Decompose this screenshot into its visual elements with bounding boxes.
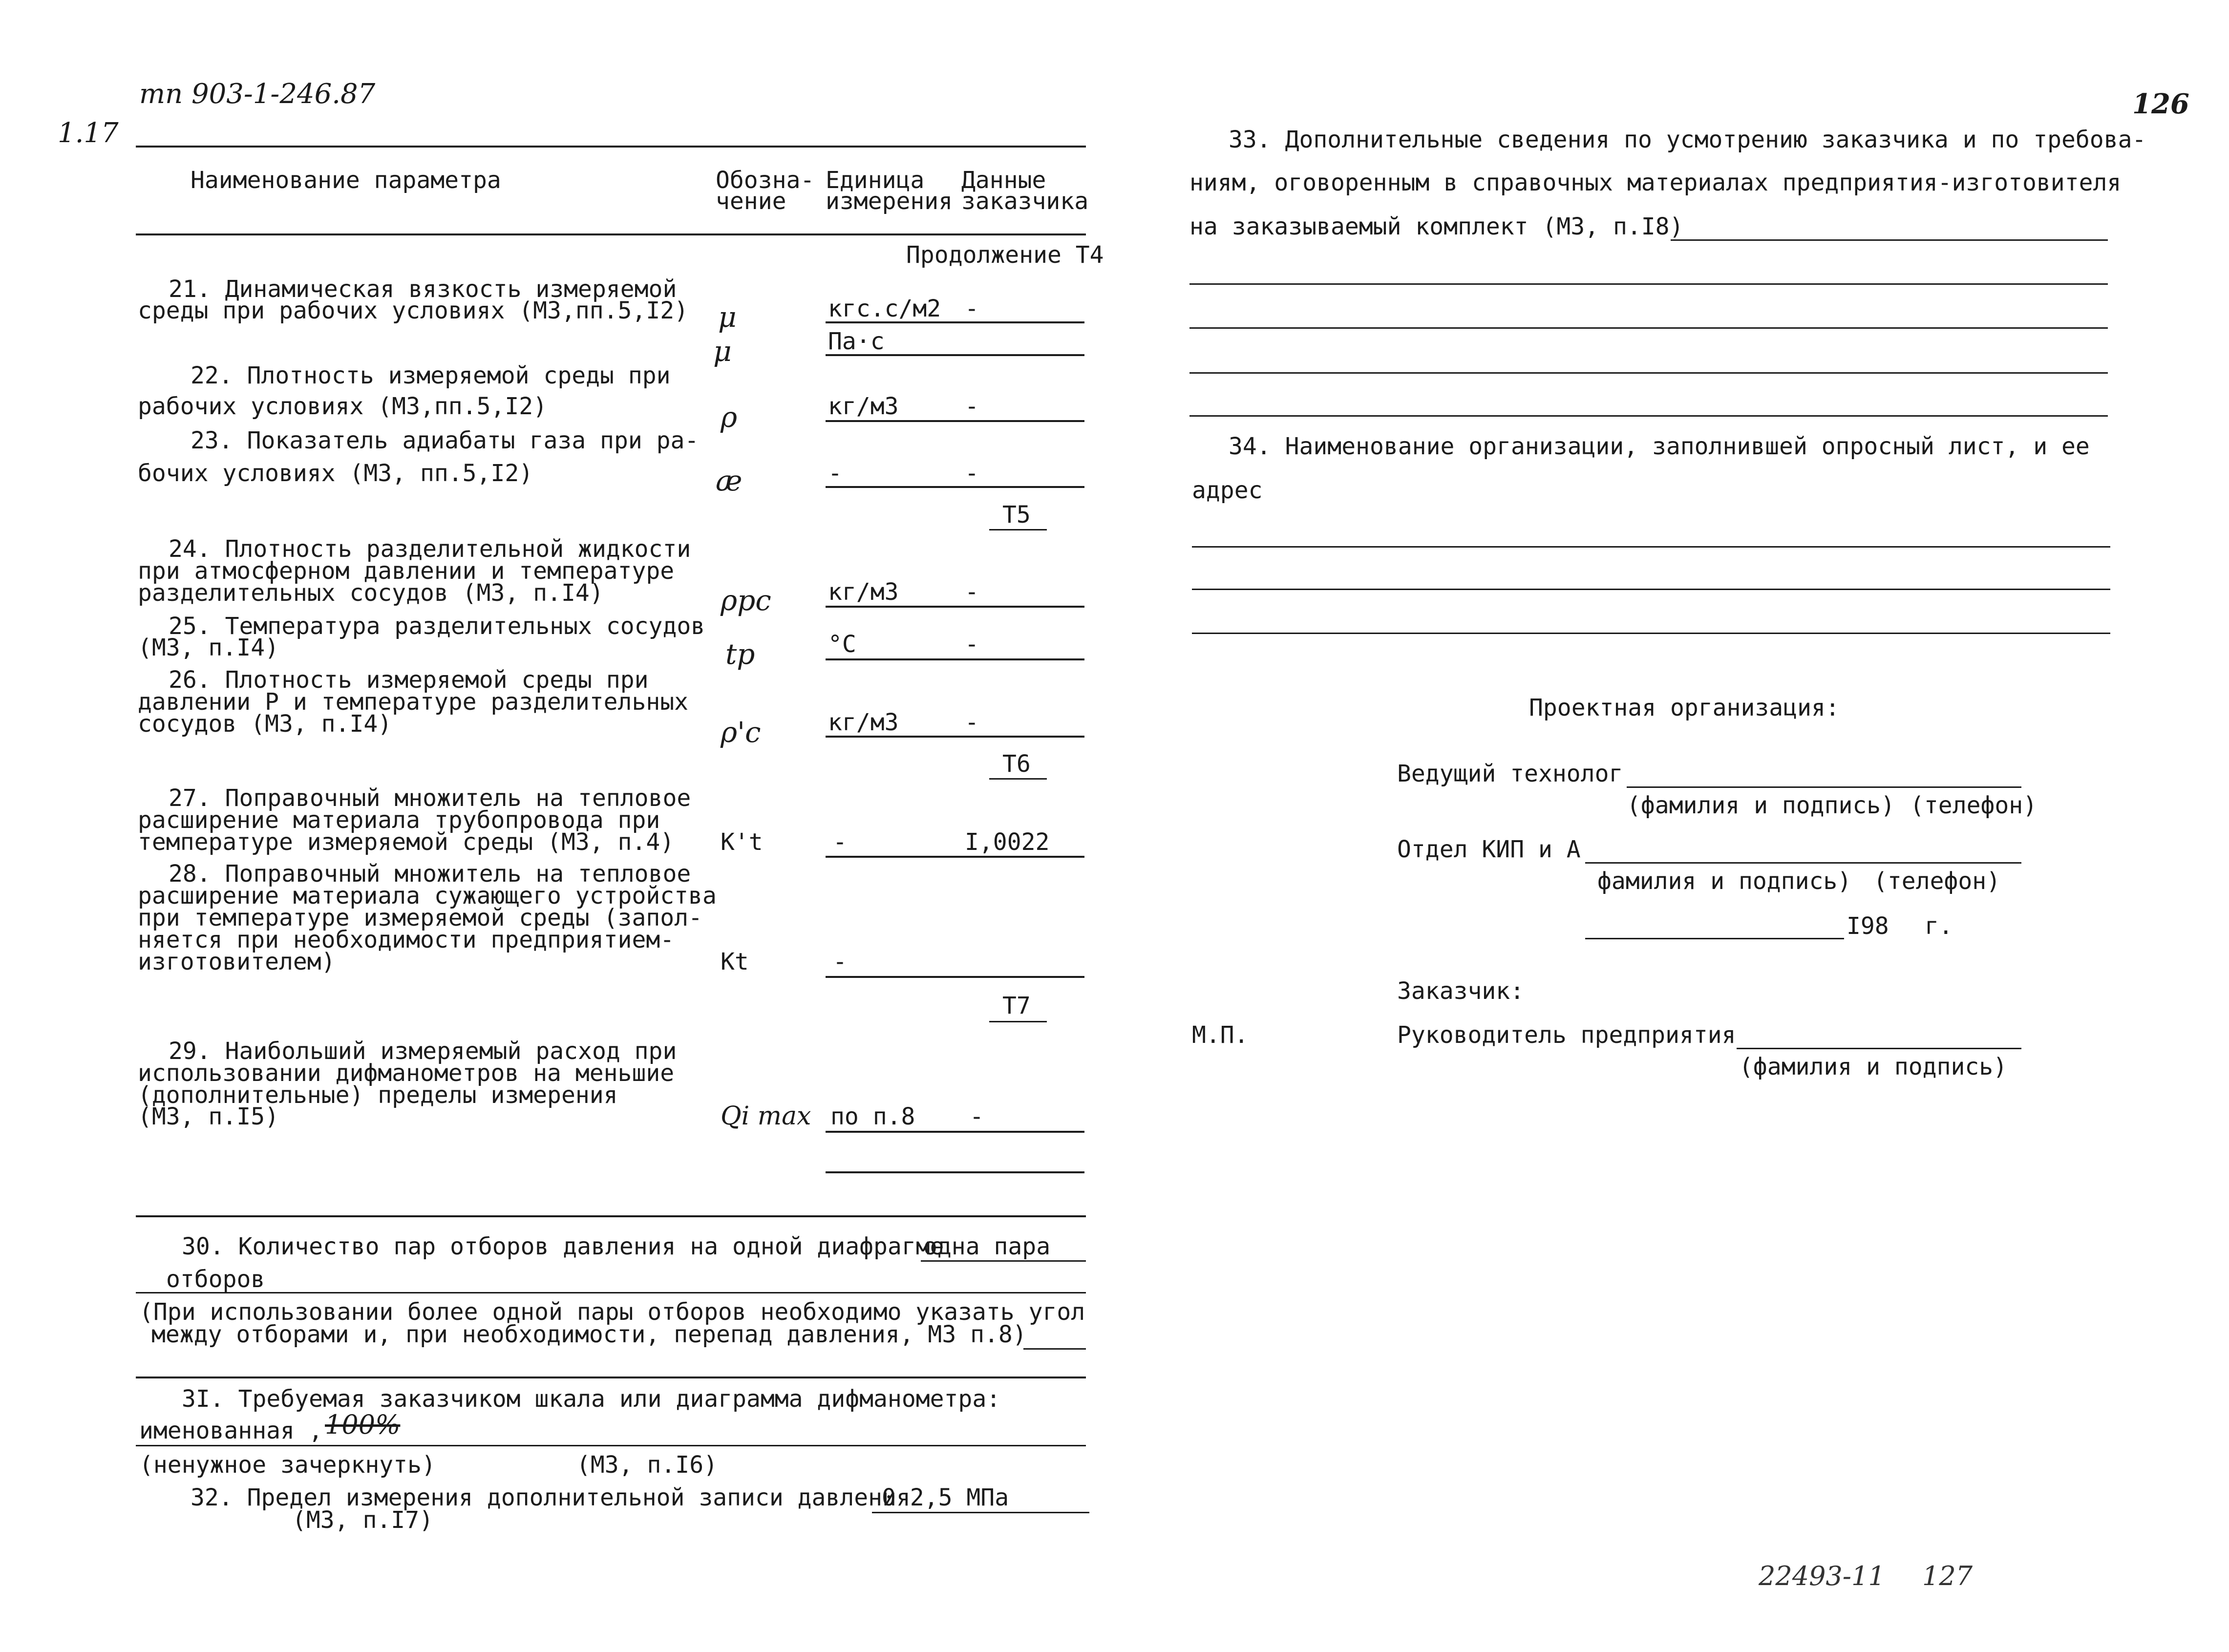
item-23-line-2: бочих условиях (М3, пп.5,I2) bbox=[138, 460, 533, 487]
item-21-line-2: среды при рабочих условиях (М3,пп.5,I2) bbox=[138, 297, 689, 324]
column-header-unit-1: Единица bbox=[826, 167, 925, 194]
item-29-unit: по п.8 bbox=[830, 1103, 915, 1130]
date-year-suffix: г. bbox=[1925, 912, 1953, 940]
table-marker-t6-rule bbox=[989, 778, 1047, 780]
item-31-note: (ненужное зачеркнуть) bbox=[139, 1451, 436, 1479]
table-marker-t5: Т5 bbox=[1002, 501, 1031, 529]
kip-department-label: Отдел КИП и А bbox=[1397, 836, 1581, 863]
item-22-unit: кг/м3 bbox=[828, 393, 899, 420]
inventory-number: 22493-11 bbox=[1759, 1561, 1885, 1591]
item-27-line-3: температуре измеряемой среды (М3, п.4) bbox=[138, 828, 675, 856]
item-28-line-4: няется при необходимости предприятием- bbox=[138, 926, 675, 953]
sheet-mark: 1.17 bbox=[58, 117, 119, 149]
item-29-line-4: (М3, п.I5) bbox=[138, 1103, 279, 1130]
page-number: 126 bbox=[2132, 88, 2189, 120]
lead-technologist-phone-caption: (телефон) bbox=[1910, 792, 2038, 819]
item-29-line-2: использовании дифманометров на меньшие bbox=[138, 1059, 675, 1087]
item-28-line-2: расширение материала сужающего устройства bbox=[138, 882, 717, 910]
item-24-value: - bbox=[965, 578, 979, 606]
item-26-line-1: 26. Плотность измеряемой среды при bbox=[169, 666, 649, 694]
item-27-value: I,0022 bbox=[965, 828, 1050, 856]
enterprise-head-signature-caption: (фамилия и подпись) bbox=[1739, 1053, 2008, 1080]
item-32-answer-line bbox=[872, 1512, 1089, 1513]
item-30-answer-line bbox=[921, 1260, 1086, 1262]
item-21-unit-2: Па·с bbox=[828, 328, 885, 355]
item-26-unit: кг/м3 bbox=[828, 709, 899, 736]
item-23-unit: - bbox=[828, 460, 842, 487]
item-31-ref: (М3, п.I6) bbox=[576, 1451, 718, 1479]
lead-technologist-signature-line bbox=[1627, 786, 2021, 788]
item-23-value: - bbox=[965, 460, 979, 487]
item-29-line-3: (дополнительные) пределы измерения bbox=[138, 1081, 618, 1109]
item-30-answer-continued: отборов bbox=[166, 1266, 265, 1293]
item-33-answer-line-2 bbox=[1189, 283, 2108, 285]
continuation-label: Продолжение Т4 bbox=[906, 241, 1104, 269]
item-24-symbol: ρрс bbox=[721, 584, 771, 617]
item-25-line-1: 25. Температура разделительных сосудов bbox=[169, 613, 705, 640]
item-30-note-line-1: (При использовании более одной пары отборов необходимо указать угол bbox=[139, 1298, 1085, 1326]
table-marker-t5-rule bbox=[989, 529, 1047, 530]
item-27-line-2: расширение материала трубопровода при bbox=[138, 806, 660, 834]
item-28-symbol: Кt bbox=[721, 948, 749, 975]
column-header-customer-2: заказчика bbox=[961, 188, 1089, 215]
item-24-line-2: при атмосферном давлении и температуре bbox=[138, 557, 675, 585]
item-28-line-5: изготовителем) bbox=[138, 948, 336, 975]
stamp-place-label: М.П. bbox=[1192, 1021, 1249, 1049]
column-header-unit-2: измерения bbox=[826, 188, 953, 215]
item-28-line-1: 28. Поправочный множитель на тепловое bbox=[169, 860, 691, 888]
item-26-line-2: давлении Р и температуре разделительных bbox=[138, 688, 689, 716]
item-24-line-1: 24. Плотность разделительной жидкости bbox=[169, 535, 691, 563]
item-26-line-3: сосудов (М3, п.I4) bbox=[138, 710, 392, 738]
item-32-text: 32. Предел измерения дополнительной записи давления bbox=[191, 1484, 911, 1511]
item-33-answer-line-5 bbox=[1189, 415, 2108, 417]
customer-heading: Заказчик: bbox=[1397, 977, 1525, 1005]
item-22-value: - bbox=[965, 393, 979, 420]
item-23-answer-line bbox=[826, 486, 1084, 488]
item-33-answer-line-1 bbox=[1671, 239, 2108, 241]
enterprise-head-signature-line bbox=[1737, 1048, 2021, 1049]
table-marker-t7: Т7 bbox=[1002, 992, 1031, 1019]
item-24-unit: кг/м3 bbox=[828, 578, 899, 606]
lead-technologist-label: Ведущий технолог bbox=[1397, 760, 1623, 787]
item-27-line-1: 27. Поправочный множитель на тепловое bbox=[169, 784, 691, 812]
item-30-note-line-2: между отборами и, при необходимости, перепад давления, М3 п.8) bbox=[151, 1321, 1027, 1348]
document-code: тп 903-1-246.87 bbox=[139, 78, 376, 110]
item-21-symbol-1: μ bbox=[718, 300, 737, 334]
item-33-answer-line-3 bbox=[1189, 327, 2108, 329]
item-25-answer-line bbox=[826, 658, 1084, 660]
page-reference: 127 bbox=[1922, 1561, 1973, 1591]
item-33-line-2: ниям, оговоренным в справочных материалах предприятия-изготовителя bbox=[1189, 169, 2122, 196]
table-header-rule bbox=[136, 233, 1086, 235]
item-34-answer-line-1 bbox=[1192, 546, 2110, 548]
item-34-line-2: адрес bbox=[1192, 477, 1263, 504]
item-34-line-1: 34. Наименование организации, заполнившей опросный лист, и ее bbox=[1229, 433, 2090, 460]
item-27-unit: - bbox=[833, 828, 847, 856]
table-top-rule bbox=[136, 146, 1086, 148]
item-21-unit-1: кгс.с/м2 bbox=[828, 295, 941, 322]
item-21-answer-line-1 bbox=[826, 321, 1084, 323]
item-25-unit: °С bbox=[828, 631, 856, 658]
item-30-answer: одна пара bbox=[923, 1233, 1051, 1260]
item-26-value: - bbox=[965, 709, 979, 736]
item-28-answer-line bbox=[826, 976, 1084, 978]
item-22-line-2: рабочих условиях (М3,пп.5,I2) bbox=[138, 393, 548, 420]
item-29-answer-line-1 bbox=[826, 1131, 1084, 1133]
item-28-line-3: при температуре измеряемой среды (запол- bbox=[138, 904, 702, 932]
kip-department-signature-caption: фамилия и подпись) bbox=[1597, 868, 1852, 895]
table-marker-t7-rule bbox=[989, 1021, 1047, 1022]
item-33-line-1: 33. Дополнительные сведения по усмотрению заказчика и по требова- bbox=[1229, 126, 2146, 153]
item-30-text: 30. Количество пар отборов давления на одной диафрагме bbox=[182, 1233, 944, 1260]
item-32-ref: (М3, п.I7) bbox=[292, 1506, 433, 1534]
item-30-answer-line-2 bbox=[136, 1292, 1086, 1293]
section-rule-2 bbox=[136, 1377, 1086, 1378]
item-26-symbol: ρ'с bbox=[721, 716, 761, 749]
item-22-answer-line bbox=[826, 420, 1084, 422]
column-header-symbol-2: чение bbox=[716, 188, 786, 215]
kip-department-signature-line bbox=[1585, 862, 2021, 864]
item-27-symbol: К't bbox=[721, 828, 763, 856]
item-29-answer-line-2 bbox=[826, 1171, 1084, 1173]
enterprise-head-label: Руководитель предприятия bbox=[1397, 1021, 1736, 1049]
design-org-heading: Проектная организация: bbox=[1529, 694, 1840, 721]
item-30-note-answer-line bbox=[1023, 1348, 1086, 1350]
item-21-answer-line-2 bbox=[826, 354, 1084, 356]
item-26-answer-line bbox=[826, 736, 1084, 738]
item-31-text: 3I. Требуемая заказчиком шкала или диаграмма дифманометра: bbox=[182, 1385, 1001, 1413]
item-34-answer-line-2 bbox=[1192, 589, 2110, 590]
item-27-answer-line bbox=[826, 856, 1084, 858]
kip-department-phone-caption: (телефон) bbox=[1873, 868, 2001, 895]
item-21-symbol-2: μ bbox=[713, 335, 732, 368]
item-31-option-named: именованная , bbox=[139, 1417, 323, 1444]
column-header-customer-1: Данные bbox=[961, 167, 1046, 194]
item-29-value: - bbox=[970, 1103, 984, 1130]
column-header-param: Наименование параметра bbox=[191, 167, 501, 194]
column-header-symbol-1: Обозна- bbox=[716, 167, 815, 194]
item-25-value: - bbox=[965, 631, 979, 658]
item-25-line-2: (М3, п.I4) bbox=[138, 634, 279, 661]
table-marker-t6: Т6 bbox=[1002, 750, 1031, 778]
item-23-symbol: æ bbox=[716, 464, 743, 497]
lead-technologist-signature-caption: (фамилия и подпись) bbox=[1627, 792, 1895, 819]
item-29-line-1: 29. Наибольший измеряемый расход при bbox=[169, 1038, 677, 1065]
item-34-answer-line-3 bbox=[1192, 633, 2110, 634]
item-25-symbol: tр bbox=[725, 637, 755, 671]
date-line bbox=[1585, 938, 1844, 939]
item-21-value-1: - bbox=[965, 295, 979, 322]
item-31-option-struck: 100% bbox=[325, 1409, 401, 1440]
date-year: I98 bbox=[1847, 912, 1889, 940]
item-22-line-1: 22. Плотность измеряемой среды при bbox=[191, 362, 671, 389]
item-28-unit: - bbox=[833, 948, 847, 975]
section-rule-1 bbox=[136, 1215, 1086, 1217]
item-21-line-1: 21. Динамическая вязкость измеряемой bbox=[169, 275, 677, 303]
item-24-answer-line bbox=[826, 606, 1084, 608]
item-29-symbol: Qi max bbox=[721, 1101, 811, 1131]
item-23-line-1: 23. Показатель адиабаты газа при ра- bbox=[191, 427, 699, 454]
item-33-line-3: на заказываемый комплект (М3, п.I8) bbox=[1189, 213, 1684, 240]
item-32-answer: 0 2,5 МПа bbox=[882, 1484, 1009, 1511]
item-22-symbol: ρ bbox=[721, 401, 738, 434]
item-24-line-3: разделительных сосудов (М3, п.I4) bbox=[138, 579, 604, 607]
item-33-answer-line-4 bbox=[1189, 372, 2108, 374]
item-31-answer-line bbox=[136, 1445, 1086, 1446]
